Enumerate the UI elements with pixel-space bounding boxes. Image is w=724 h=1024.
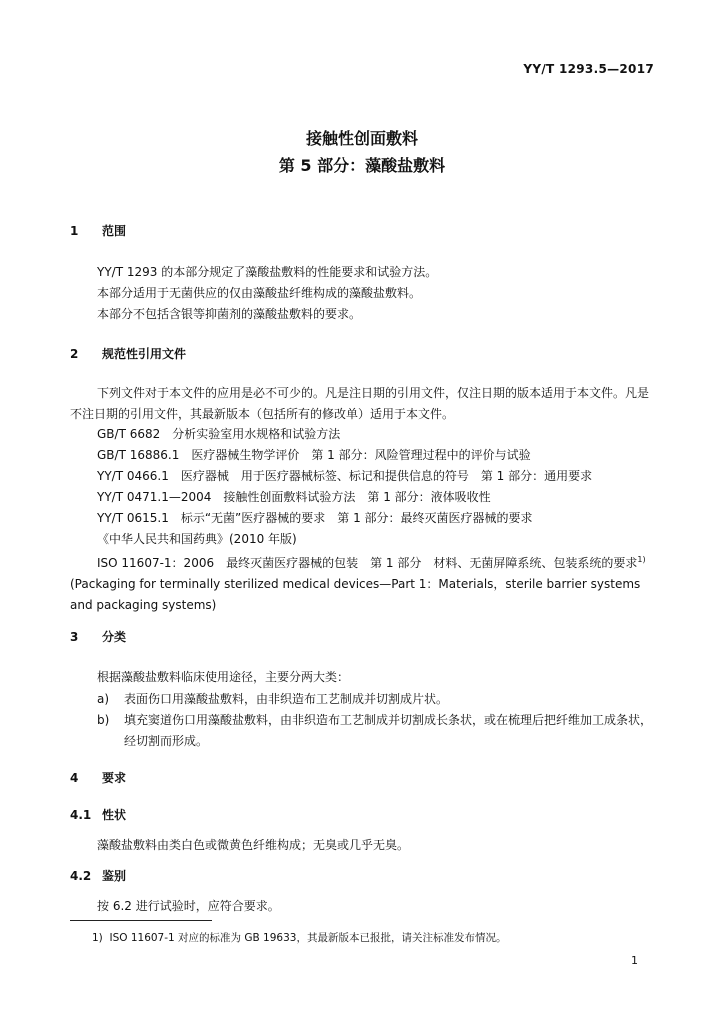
section-title: 分类 xyxy=(102,630,127,644)
reference-item-iso xyxy=(70,549,656,616)
reference-item: YY/T 0471.1—2004 接触性创面敷料试验方法 第 1 部分：液体吸收性 xyxy=(97,490,491,504)
section-4-heading xyxy=(70,769,126,788)
reference-item: 《中华人民共和国药典》(2010 年版) xyxy=(97,532,297,546)
paragraph: 根据藻酸盐敷料临床使用途径，主要分两大类： xyxy=(97,670,350,684)
section-title: 规范性引用文件 xyxy=(102,347,187,361)
paragraph: 本部分不包括含银等抑菌剂的藻酸盐敷料的要求。 xyxy=(97,307,362,321)
standard-number: YY/T 1293.5—2017 xyxy=(523,62,654,76)
list-text: 填充窦道伤口用藻酸盐敷料，由非织造布工艺制成并切割成长条状，或在梳理后把纤维加工成条状，经切割而形成。 xyxy=(124,713,653,748)
footnote-marker: 1) xyxy=(637,555,646,564)
section-number: 1 xyxy=(70,224,79,238)
paragraph: 按 6.2 进行试验时，应符合要求。 xyxy=(97,899,280,913)
section-number: 2 xyxy=(70,347,79,361)
reference-english-title: (Packaging for terminally sterilized medical devices—Part 1：Materials，sterile barrier systems and packaging systems) xyxy=(70,577,641,612)
footnote-marker: 1) xyxy=(92,932,103,944)
section-3-heading xyxy=(70,628,126,647)
section-title: 要求 xyxy=(102,771,127,785)
section-4-2-heading xyxy=(70,867,126,886)
section-title: 鉴别 xyxy=(102,869,127,883)
list-marker: a) xyxy=(97,692,110,706)
footnote-text: ISO 11607-1 对应的标准为 GB 19633，其最新版本已报批，请关注标准发布情况。 xyxy=(109,932,507,944)
list-item xyxy=(97,689,656,710)
section-4-1-heading xyxy=(70,806,126,825)
section-number: 3 xyxy=(70,630,79,644)
section-number: 4.2 xyxy=(70,869,92,883)
section-number: 4 xyxy=(70,771,79,785)
paragraph: 下列文件对于本文件的应用是必不可少的。凡是注日期的引用文件，仅注日期的版本适用于本文件。凡是不注日期的引用文件，其最新版本（包括所有的修改单）适用于本文件。 xyxy=(70,386,650,421)
reference-item: GB/T 16886.1 医疗器械生物学评价 第 1 部分：风险管理过程中的评价与试验 xyxy=(97,448,531,462)
list-marker: b) xyxy=(97,713,110,727)
page-number: 1 xyxy=(631,954,638,967)
footnote-divider xyxy=(70,920,212,921)
paragraph: YY/T 1293 的本部分规定了藻酸盐敷料的性能要求和试验方法。 xyxy=(97,265,438,279)
section-2-heading xyxy=(70,345,186,364)
document-title: 接触性创面敷料 xyxy=(305,129,418,148)
section-1-heading xyxy=(70,222,126,241)
reference-item: YY/T 0466.1 医疗器械 用于医疗器械标签、标记和提供信息的符号 第 1 部分：通用要求 xyxy=(97,469,593,483)
reference-text: ISO 11607-1：2006 最终灭菌医疗器械的包装 第 1 部分 材料、无菌屏障系统、包装系统的要求 xyxy=(97,556,638,570)
section-number: 4.1 xyxy=(70,808,92,822)
reference-item: GB/T 6682 分析实验室用水规格和试验方法 xyxy=(97,427,341,441)
paragraph: 本部分适用于无菌供应的仅由藻酸盐纤维构成的藻酸盐敷料。 xyxy=(97,286,422,300)
reference-item: YY/T 0615.1 标示“无菌”医疗器械的要求 第 1 部分：最终灭菌医疗器械的要求 xyxy=(97,511,533,525)
section-title: 范围 xyxy=(102,224,127,238)
document-subtitle: 第 5 部分：藻酸盐敷料 xyxy=(278,156,446,175)
section-title: 性状 xyxy=(102,808,127,822)
list-text: 表面伤口用藻酸盐敷料，由非织造布工艺制成并切割成片状。 xyxy=(124,692,449,706)
list-item xyxy=(97,710,656,752)
footnote xyxy=(92,930,506,946)
paragraph: 藻酸盐敷料由类白色或微黄色纤维构成；无臭或几乎无臭。 xyxy=(97,838,410,852)
